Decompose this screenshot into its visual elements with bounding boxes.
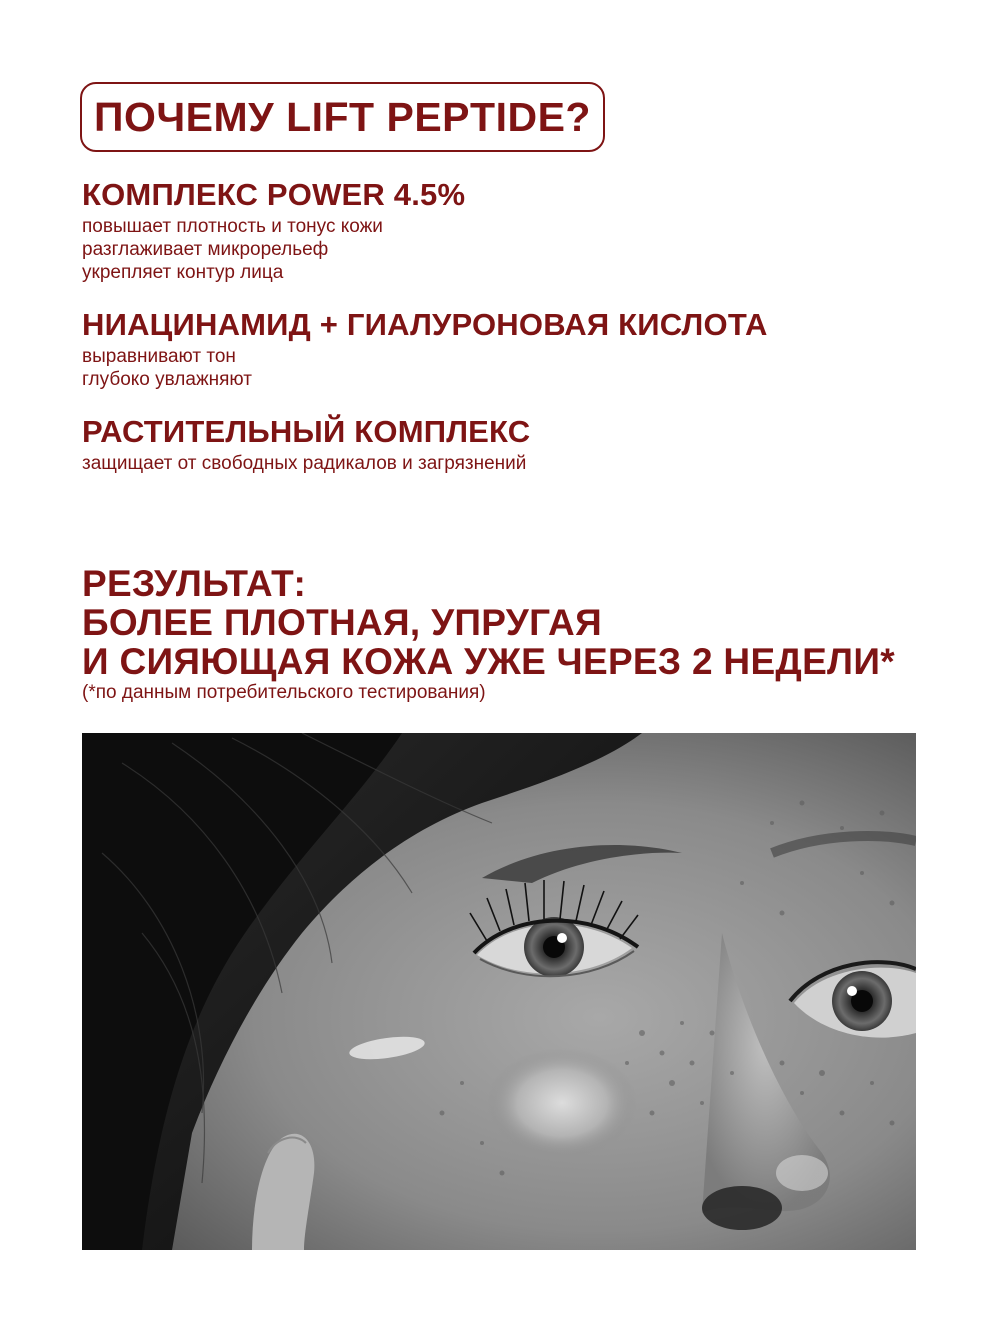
result-line: БОЛЕЕ ПЛОТНАЯ, УПРУГАЯ xyxy=(82,602,602,643)
section-line: повышает плотность и тонус кожи xyxy=(82,216,383,237)
section-line: выравнивают тон xyxy=(82,346,236,367)
title-badge xyxy=(80,82,605,152)
section-line: глубоко увлажняют xyxy=(82,369,252,390)
result-footnote: (*по данным потребительского тестирования) xyxy=(82,682,486,703)
section-line: защищает от свободных радикалов и загрязнений xyxy=(82,453,527,474)
section-heading: НИАЦИНАМИД + ГИАЛУРОНОВАЯ КИСЛОТА xyxy=(82,307,768,342)
section-line: разглаживает микрорельеф xyxy=(82,239,329,260)
section-plant-complex xyxy=(82,412,530,475)
page-title: ПОЧЕМУ LIFT PEPTIDE? xyxy=(94,93,591,140)
face-closeup-photo xyxy=(82,733,916,1250)
section-power-complex xyxy=(82,175,465,284)
section-niacinamide xyxy=(82,305,768,391)
section-line: укрепляет контур лица xyxy=(82,262,284,283)
result-line: И СИЯЮЩАЯ КОЖА УЖЕ ЧЕРЕЗ 2 НЕДЕЛИ* xyxy=(82,641,895,682)
result-heading: РЕЗУЛЬТАТ: xyxy=(82,563,307,604)
face-illustration xyxy=(82,733,916,1250)
result-block xyxy=(82,564,895,705)
section-heading: РАСТИТЕЛЬНЫЙ КОМПЛЕКС xyxy=(82,414,531,449)
section-heading: КОМПЛЕКС POWER 4.5% xyxy=(82,177,466,212)
